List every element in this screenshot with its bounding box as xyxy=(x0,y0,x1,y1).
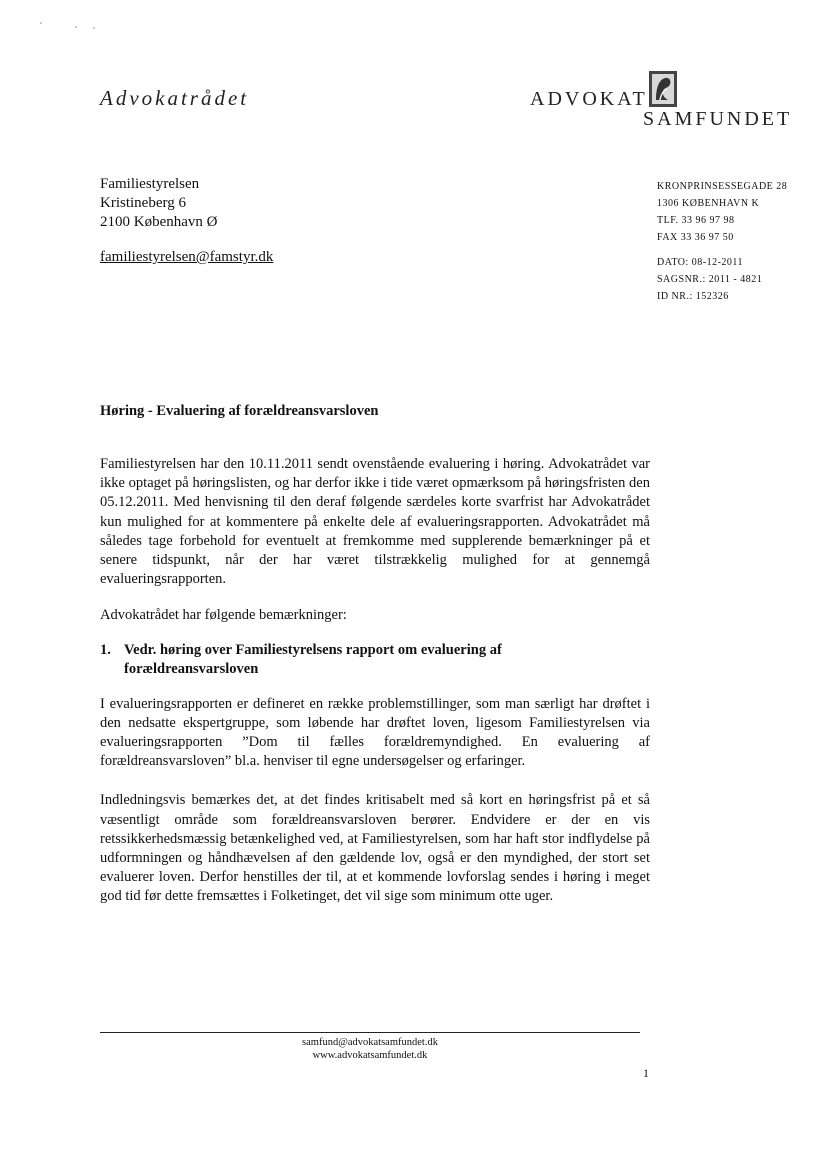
sender-city: 1306 KØBENHAVN K xyxy=(657,198,760,209)
footer xyxy=(100,1036,640,1062)
header-organization-title: Advokatrådet xyxy=(100,86,250,110)
body-paragraph: Familiestyrelsen har den 10.11.2011 sendt ovenstående evaluering i høring. Advokatrådet var ikke optaget på høringslisten, og har derfor ikke i tide været opmærksom på høringsfristen den 05.12.2011. Med henvisning til den deraf følgende særdeles korte svarfrist har Advokatrådet kun mulighed for at kommentere på enkelte dele af evalueringsrapporten. Advokatrådet må således tage forbehold for eventuelt at fremkomme med supplerende bemærkninger på et senere tidspunkt, når der har været tilstrækkelig mulighed for at gennemgå evalueringsrapporten. xyxy=(100,456,650,588)
letter-body xyxy=(100,455,650,907)
recipient-email-link[interactable]: familiestyrelsen@famstyr.dk xyxy=(100,249,274,265)
sender-phone: TLF. 33 96 97 98 xyxy=(657,215,735,226)
section-title: Vedr. høring over Familiestyrelsens rapport om evaluering af forældreansvarsloven xyxy=(124,641,502,677)
id-number: ID NR.: 152326 xyxy=(657,291,729,302)
letter-date: DATO: 08-12-2011 xyxy=(657,257,744,268)
case-number: SAGSNR.: 2011 - 4821 xyxy=(657,274,763,285)
footer-divider xyxy=(100,1032,640,1033)
advokatsamfundet-logo-icon xyxy=(648,70,678,108)
scan-speck xyxy=(40,22,42,24)
body-paragraph: Indledningsvis bemærkes det, at det findes kritisabelt med så kort en høringsfrist på et så væsentligt område som forældreansvarsloven berører. Endvidere er der en vis retssikkerhedsmæssig betænkelighed ved, at Familiestyrelsen, som har haft stor indflydelse på udformningen og håndhævelsen af den gældende lov, også er den myndighed, der stort set evaluerer loven. Derfor henstilles der til, at et kommende lovforslag sendes i høring i meget god tid før dette fremsættes i Folketinget, det vil sige som minimum otte uger. xyxy=(100,792,650,905)
footer-website-link[interactable]: www.advokatsamfundet.dk xyxy=(312,1050,428,1061)
logo-word-advokat: ADVOKAT xyxy=(530,88,648,110)
recipient-city: 2100 København Ø xyxy=(100,214,218,230)
scan-speck xyxy=(93,27,95,29)
body-paragraph: I evalueringsrapporten er defineret en række problemstillinger, som man særligt har drøftet i den nedsatte ekspertgruppe, som løbende har drøftet loven, ligesom Familiestyrelsen via evalueringsrapporten ”Dom til fælles forældremyndighed. En evaluering af forældreansvarsloven” bl.a. henviser til egne undersøgelser og erfaringer. xyxy=(100,695,650,770)
body-paragraph: Advokatrådet har følgende bemærkninger: xyxy=(100,607,347,624)
advokatsamfundet-logo xyxy=(530,70,793,130)
recipient-address xyxy=(100,175,273,267)
section-heading xyxy=(100,641,650,679)
logo-word-samfundet: SAMFUNDET xyxy=(643,108,793,130)
sender-street: KRONPRINSESSEGADE 28 xyxy=(657,181,788,192)
page-number: 1 xyxy=(643,1066,649,1080)
scan-speck xyxy=(75,26,77,28)
sender-fax: FAX 33 36 97 50 xyxy=(657,232,734,243)
sender-details xyxy=(657,178,787,305)
recipient-street: Kristineberg 6 xyxy=(100,195,186,211)
recipient-name: Familiestyrelsen xyxy=(100,176,200,192)
section-number: 1. xyxy=(100,641,111,658)
footer-email-link[interactable]: samfund@advokatsamfundet.dk xyxy=(302,1037,438,1048)
letter-subject: Høring - Evaluering af forældreansvarsloven xyxy=(100,403,379,419)
